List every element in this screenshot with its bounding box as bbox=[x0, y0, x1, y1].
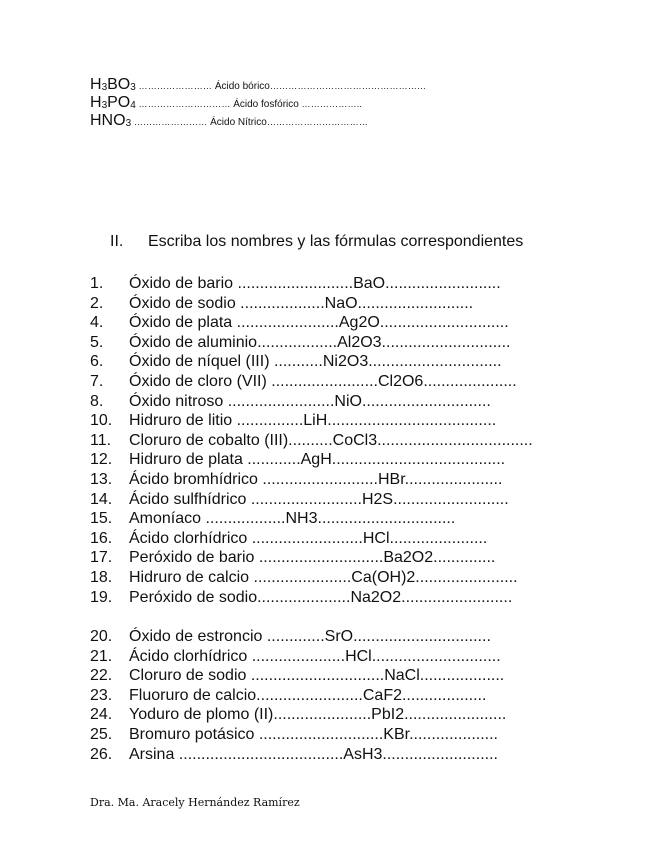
list-item bbox=[90, 490, 533, 510]
list-item bbox=[90, 411, 533, 431]
item-text: Hidruro de litio ...............LiH...................................... bbox=[129, 412, 497, 430]
list-item bbox=[90, 745, 506, 765]
acid-line bbox=[90, 112, 426, 130]
list-item bbox=[90, 568, 533, 588]
item-text: Peróxido de bario ............................Ba2O2.............. bbox=[129, 549, 496, 567]
item-number: 2. bbox=[90, 294, 104, 312]
item-number: 12. bbox=[90, 451, 113, 469]
formula-subscript: 3 bbox=[101, 82, 108, 93]
exercise-list-1 bbox=[90, 274, 533, 607]
list-item bbox=[90, 313, 533, 333]
item-text: Arsina .....................................AsH3.......................... bbox=[129, 745, 498, 763]
list-item bbox=[90, 470, 533, 490]
list-item bbox=[90, 705, 506, 725]
acid-formula bbox=[90, 94, 136, 111]
item-number: 22. bbox=[90, 667, 113, 685]
list-item bbox=[90, 666, 506, 686]
formula-subscript: 3 bbox=[125, 118, 132, 129]
item-text: Ácido clorhídrico .........................HCl...................... bbox=[129, 529, 488, 547]
list-item bbox=[90, 548, 533, 568]
author-footer: Dra. Ma. Aracely Hernández Ramírez bbox=[90, 796, 300, 809]
formula-part: BO bbox=[107, 76, 131, 93]
item-number: 24. bbox=[90, 706, 113, 724]
list-item bbox=[90, 647, 506, 667]
leader-dots: ……………….. bbox=[298, 99, 363, 109]
item-text: Peróxido de sodio.....................Na2O2......................... bbox=[129, 588, 513, 606]
item-number: 17. bbox=[90, 549, 113, 567]
item-text: Bromuro potásico ............................KBr.................... bbox=[129, 725, 498, 743]
leader-dots: …………………………… bbox=[266, 117, 369, 127]
item-number: 7. bbox=[90, 372, 104, 390]
list-item bbox=[90, 372, 533, 392]
item-text: Yoduro de plomo (II)......................PbI2....................... bbox=[129, 706, 507, 724]
formula-subscript: 3 bbox=[101, 100, 108, 111]
acid-formula bbox=[90, 112, 131, 129]
acid-name: Ácido Nítrico bbox=[210, 117, 267, 128]
item-number: 16. bbox=[90, 529, 113, 547]
formula-part: H bbox=[90, 94, 102, 111]
item-text: Óxido de bario ..........................BaO.......................... bbox=[129, 275, 501, 292]
item-number: 4. bbox=[90, 314, 104, 332]
item-text: Amoníaco ..................NH3............................... bbox=[129, 510, 456, 528]
item-text: Cloruro de sodio ..............................NaCl................... bbox=[129, 667, 505, 685]
list-item bbox=[90, 294, 533, 314]
section-title: Escriba los nombres y las fórmulas correspondientes bbox=[148, 233, 524, 250]
item-text: Óxido de aluminio..................Al2O3............................. bbox=[129, 333, 511, 351]
item-number: 5. bbox=[90, 333, 104, 351]
item-number: 20. bbox=[90, 628, 113, 645]
item-text: Fluoruro de calcio........................CaF2................... bbox=[129, 686, 487, 704]
acid-name: Ácido bórico bbox=[214, 81, 270, 92]
acid-line bbox=[90, 94, 426, 112]
section-number: II. bbox=[110, 233, 124, 250]
item-number: 10. bbox=[90, 412, 113, 430]
section-heading bbox=[110, 233, 523, 251]
item-text: Ácido clorhídrico .....................HCl............................. bbox=[129, 647, 501, 665]
list-item bbox=[90, 274, 533, 294]
item-number: 14. bbox=[90, 490, 113, 508]
item-number: 11. bbox=[90, 431, 112, 449]
item-text: Cloruro de cobalto (III)..........CoCl3................................... bbox=[129, 431, 533, 449]
leader-dots: ………………………… bbox=[135, 99, 234, 109]
item-number: 18. bbox=[90, 568, 113, 586]
item-number: 25. bbox=[90, 725, 113, 743]
acid-line bbox=[90, 76, 426, 94]
item-number: 1. bbox=[90, 275, 104, 292]
item-text: Óxido de estroncio .............SrO............................... bbox=[129, 628, 491, 645]
item-text: Ácido bromhídrico ..........................HBr...................... bbox=[129, 470, 503, 488]
item-text: Óxido de níquel (III) ...........Ni2O3.............................. bbox=[129, 353, 502, 371]
leader-dots: …………………… bbox=[131, 117, 211, 127]
exercise-list-2 bbox=[90, 627, 506, 764]
formula-subscript: 3 bbox=[130, 82, 136, 93]
item-text: Óxido de sodio ...................NaO.......................... bbox=[129, 294, 474, 312]
list-item bbox=[90, 627, 506, 647]
list-item bbox=[90, 450, 533, 470]
list-item bbox=[90, 509, 533, 529]
leader-dots: …………………… bbox=[135, 81, 215, 91]
item-text: Óxido de plata .......................Ag2O............................. bbox=[129, 314, 509, 332]
item-number: 15. bbox=[90, 510, 113, 528]
item-text: Hidruro de plata ............AgH....................................... bbox=[129, 451, 506, 469]
formula-part: PO bbox=[107, 94, 131, 111]
formula-subscript: 4 bbox=[130, 100, 136, 111]
item-number: 19. bbox=[90, 588, 113, 606]
item-text: Ácido sulfhídrico .........................H2S.......................... bbox=[129, 490, 509, 508]
leader-dots: …………………………………………… bbox=[269, 81, 427, 91]
list-item bbox=[90, 725, 506, 745]
item-number: 23. bbox=[90, 686, 113, 704]
item-number: 8. bbox=[90, 392, 104, 410]
item-text: Óxido de cloro (VII) ........................Cl2O6..................... bbox=[129, 372, 517, 390]
list-item bbox=[90, 431, 533, 451]
item-number: 21. bbox=[90, 647, 113, 665]
list-item bbox=[90, 333, 533, 353]
list-item bbox=[90, 392, 533, 412]
formula-part: HNO bbox=[90, 112, 126, 129]
item-text: Óxido nitroso ........................NiO............................. bbox=[129, 392, 491, 410]
list-item bbox=[90, 529, 533, 549]
item-number: 26. bbox=[90, 745, 113, 763]
list-item bbox=[90, 352, 533, 372]
acid-formula bbox=[90, 76, 136, 93]
item-text: Hidruro de calcio ......................Ca(OH)2....................... bbox=[129, 568, 518, 586]
list-item bbox=[90, 588, 533, 608]
item-number: 13. bbox=[90, 470, 113, 488]
acid-list bbox=[90, 76, 426, 130]
acid-name: Ácido fosfórico bbox=[233, 99, 299, 110]
item-number: 6. bbox=[90, 353, 104, 371]
list-item bbox=[90, 686, 506, 706]
formula-part: H bbox=[90, 76, 102, 93]
